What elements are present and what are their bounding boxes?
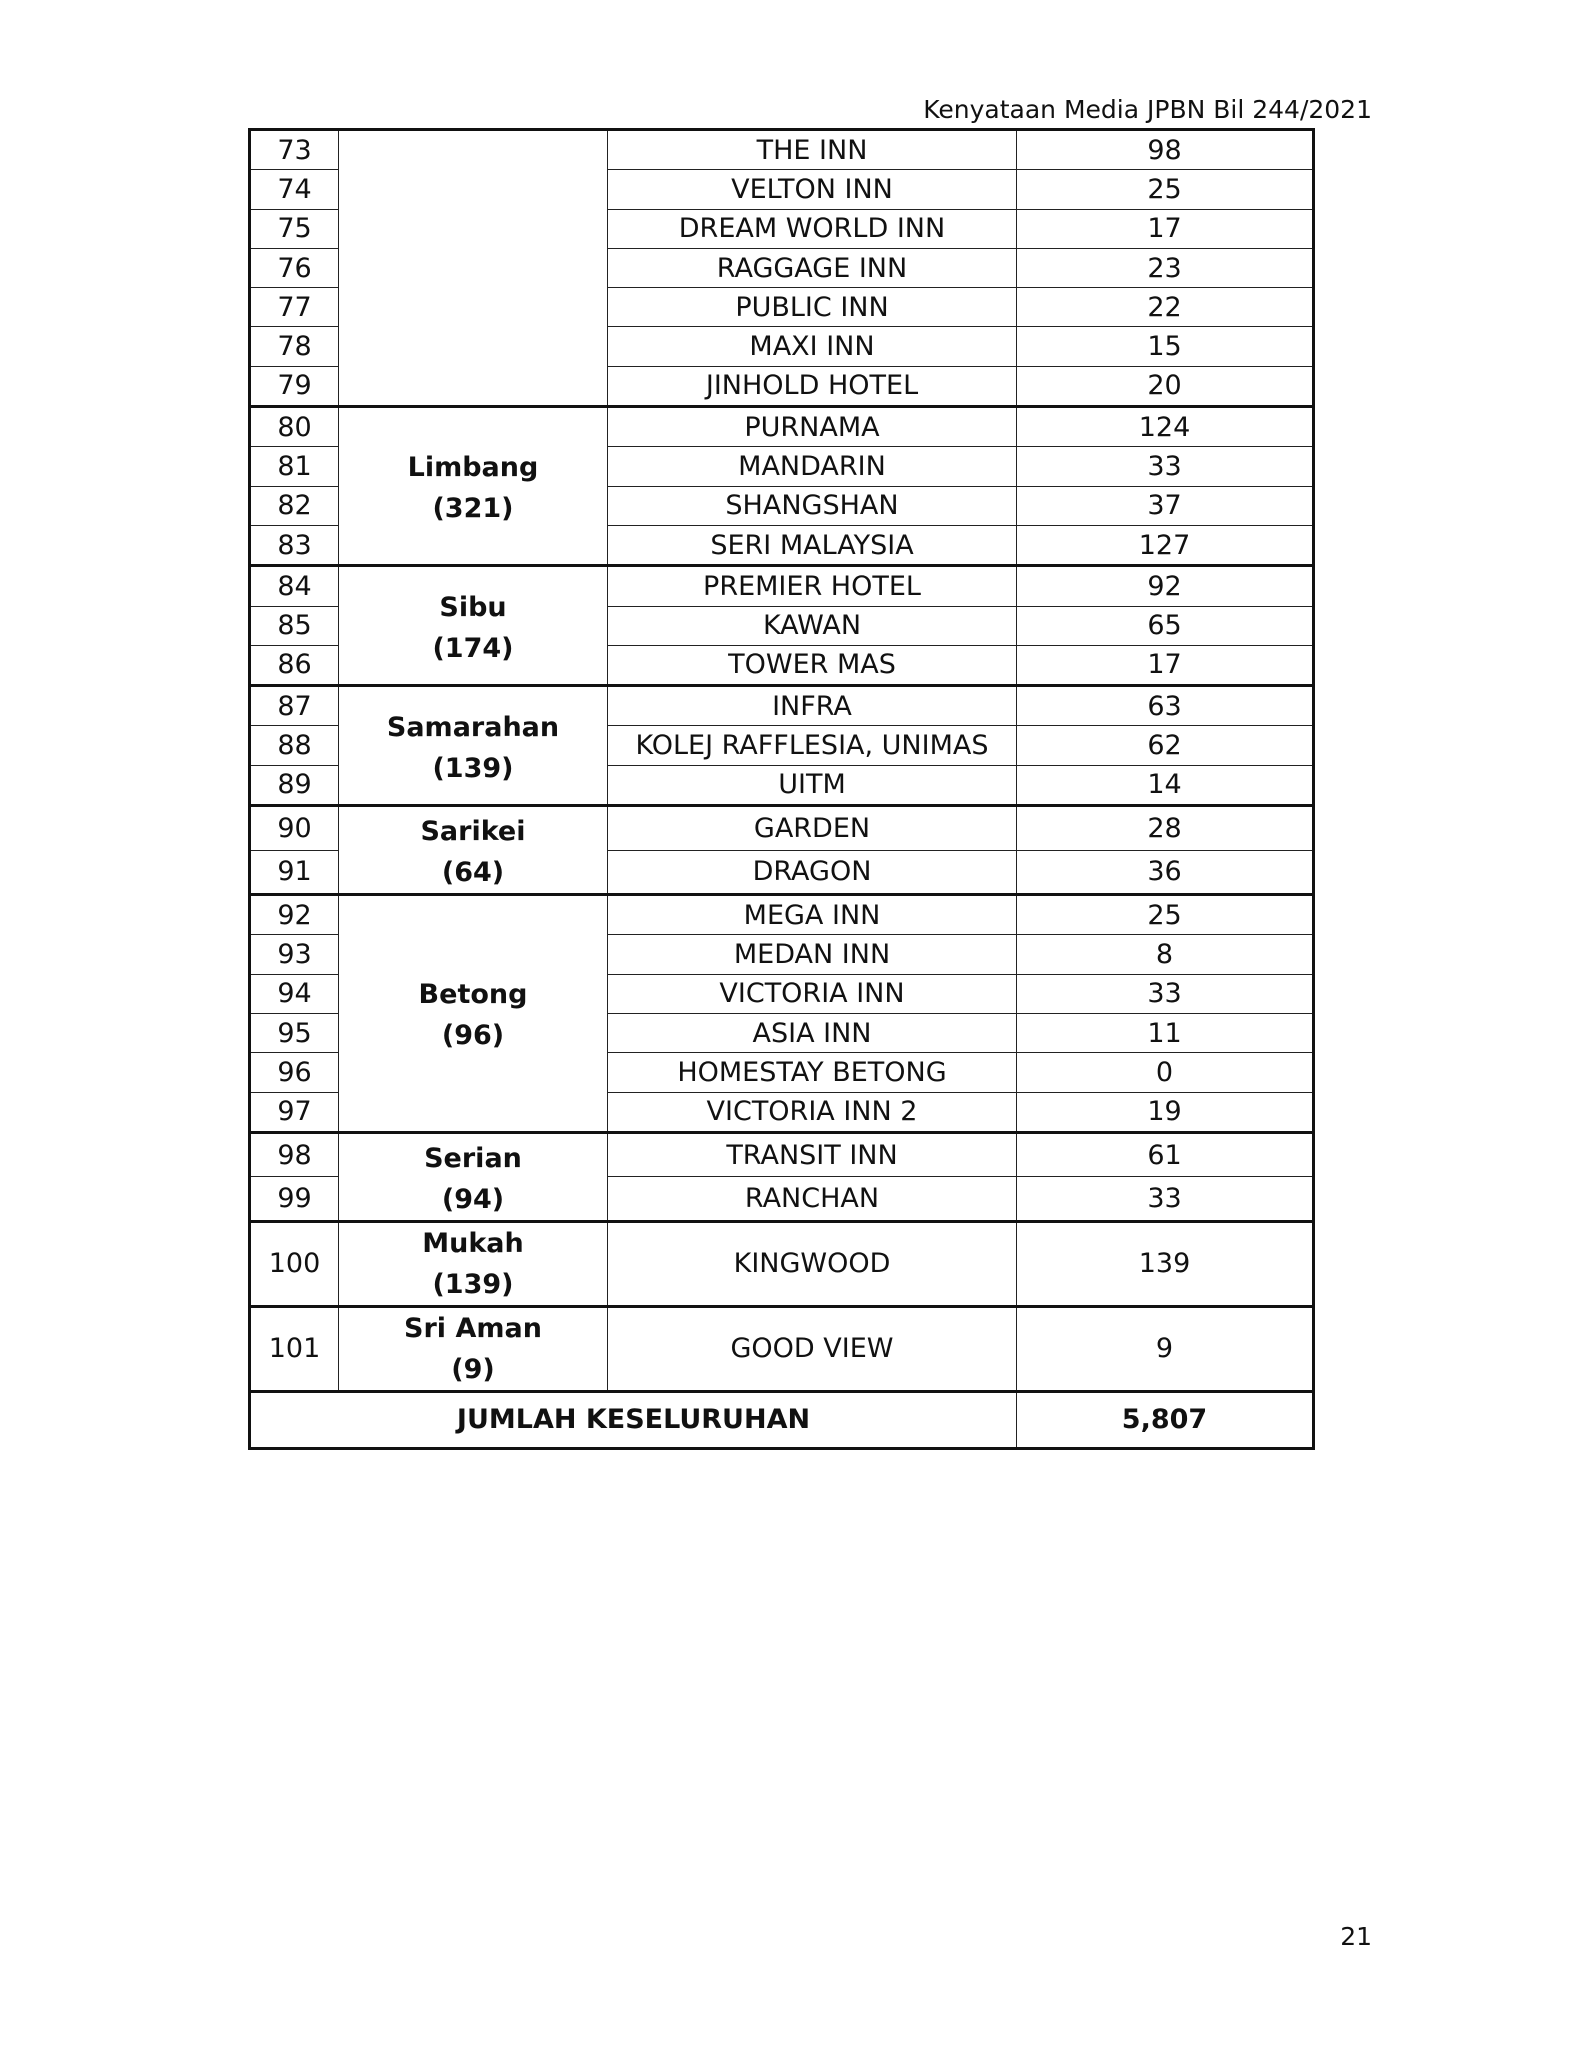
row-number: 76	[250, 248, 339, 287]
room-count: 8	[1017, 935, 1314, 974]
district-name: Mukah	[422, 1227, 524, 1259]
hotel-name: SHANGSHAN	[608, 486, 1017, 525]
row-number: 89	[250, 765, 339, 805]
district-cell	[339, 1306, 608, 1391]
row-number: 80	[250, 407, 339, 447]
row-number: 81	[250, 447, 339, 486]
room-count: 17	[1017, 645, 1314, 685]
room-count: 139	[1017, 1221, 1314, 1306]
row-number: 95	[250, 1013, 339, 1052]
district-total: (321)	[432, 493, 514, 525]
room-count: 9	[1017, 1306, 1314, 1391]
district-cell	[339, 566, 608, 686]
hotel-name: KINGWOOD	[608, 1221, 1017, 1306]
district-name: Serian	[424, 1142, 522, 1174]
room-count: 33	[1017, 974, 1314, 1013]
table-row	[250, 130, 1314, 170]
row-number: 93	[250, 935, 339, 974]
room-count: 36	[1017, 850, 1314, 895]
room-count: 19	[1017, 1092, 1314, 1132]
room-count: 0	[1017, 1053, 1314, 1092]
hotel-name: MAXI INN	[608, 327, 1017, 366]
room-count: 33	[1017, 1177, 1314, 1222]
row-number: 94	[250, 974, 339, 1013]
hotel-name: MEGA INN	[608, 895, 1017, 935]
table-row	[250, 806, 1314, 851]
row-number: 91	[250, 850, 339, 895]
hotel-name: INFRA	[608, 686, 1017, 726]
page-number: 21	[1340, 1922, 1372, 1951]
room-count: 14	[1017, 765, 1314, 805]
row-number: 86	[250, 645, 339, 685]
district-name: Sarikei	[420, 816, 526, 848]
district-name: Samarahan	[386, 711, 560, 743]
room-count: 63	[1017, 686, 1314, 726]
room-count: 61	[1017, 1132, 1314, 1177]
hotel-name: MANDARIN	[608, 447, 1017, 486]
table-body	[250, 130, 1314, 1449]
table-row	[250, 407, 1314, 447]
hotel-name: VELTON INN	[608, 170, 1017, 209]
row-number: 84	[250, 566, 339, 606]
room-count: 11	[1017, 1013, 1314, 1052]
room-count: 28	[1017, 806, 1314, 851]
row-number: 82	[250, 486, 339, 525]
hotel-name: SERI MALAYSIA	[608, 525, 1017, 565]
room-count: 17	[1017, 209, 1314, 248]
room-count: 65	[1017, 606, 1314, 645]
hotel-name: VICTORIA INN 2	[608, 1092, 1017, 1132]
district-total: (96)	[441, 1020, 505, 1052]
grand-total-label: JUMLAH KESELURUHAN	[250, 1391, 1017, 1448]
district-cell	[339, 686, 608, 806]
district-total: (94)	[441, 1183, 505, 1215]
row-number: 90	[250, 806, 339, 851]
hotel-name: THE INN	[608, 130, 1017, 170]
row-number: 97	[250, 1092, 339, 1132]
hotel-name: UITM	[608, 765, 1017, 805]
hotel-name: ASIA INN	[608, 1013, 1017, 1052]
row-number: 83	[250, 525, 339, 565]
grand-total-row	[250, 1391, 1314, 1448]
row-number: 87	[250, 686, 339, 726]
room-count: 37	[1017, 486, 1314, 525]
row-number: 92	[250, 895, 339, 935]
district-cell	[339, 1221, 608, 1306]
district-name: Sri Aman	[404, 1312, 542, 1344]
row-number: 100	[250, 1221, 339, 1306]
row-number: 96	[250, 1053, 339, 1092]
room-count: 20	[1017, 366, 1314, 406]
hotel-name: HOMESTAY BETONG	[608, 1053, 1017, 1092]
table-row	[250, 1306, 1314, 1391]
district-cell-empty	[339, 130, 608, 407]
district-cell	[339, 806, 608, 895]
document-reference: Kenyataan Media JPBN Bil 244/2021	[923, 95, 1372, 124]
hotel-name: VICTORIA INN	[608, 974, 1017, 1013]
room-count: 25	[1017, 895, 1314, 935]
row-number: 99	[250, 1177, 339, 1222]
table-row	[250, 566, 1314, 606]
district-name: Limbang	[407, 452, 539, 484]
hotel-name: RAGGAGE INN	[608, 248, 1017, 287]
hotel-name: MEDAN INN	[608, 935, 1017, 974]
hotel-name: GOOD VIEW	[608, 1306, 1017, 1391]
room-count: 15	[1017, 327, 1314, 366]
hotel-name: GARDEN	[608, 806, 1017, 851]
hotel-name: PREMIER HOTEL	[608, 566, 1017, 606]
hotel-name: RANCHAN	[608, 1177, 1017, 1222]
table-row	[250, 1132, 1314, 1177]
room-count: 23	[1017, 248, 1314, 287]
hotel-name: DREAM WORLD INN	[608, 209, 1017, 248]
row-number: 85	[250, 606, 339, 645]
room-count: 98	[1017, 130, 1314, 170]
room-count: 22	[1017, 288, 1314, 327]
room-count: 127	[1017, 525, 1314, 565]
grand-total-value: 5,807	[1017, 1391, 1314, 1448]
row-number: 88	[250, 726, 339, 765]
table-row	[250, 895, 1314, 935]
district-total: (139)	[432, 1268, 514, 1300]
table-row	[250, 686, 1314, 726]
hotel-name: PUBLIC INN	[608, 288, 1017, 327]
quarantine-hotel-table	[248, 128, 1315, 1450]
hotel-name: KAWAN	[608, 606, 1017, 645]
hotel-name: TOWER MAS	[608, 645, 1017, 685]
room-count: 33	[1017, 447, 1314, 486]
room-count: 124	[1017, 407, 1314, 447]
row-number: 98	[250, 1132, 339, 1177]
district-total: (139)	[432, 752, 514, 784]
row-number: 101	[250, 1306, 339, 1391]
district-name: Betong	[418, 979, 528, 1011]
row-number: 73	[250, 130, 339, 170]
room-count: 25	[1017, 170, 1314, 209]
row-number: 75	[250, 209, 339, 248]
district-total: (174)	[432, 632, 514, 664]
hotel-name: DRAGON	[608, 850, 1017, 895]
district-cell	[339, 895, 608, 1133]
hotel-name: KOLEJ RAFFLESIA, UNIMAS	[608, 726, 1017, 765]
room-count: 62	[1017, 726, 1314, 765]
district-cell	[339, 1132, 608, 1221]
row-number: 79	[250, 366, 339, 406]
district-cell	[339, 407, 608, 566]
table-row	[250, 1221, 1314, 1306]
room-count: 92	[1017, 566, 1314, 606]
row-number: 78	[250, 327, 339, 366]
district-name: Sibu	[439, 591, 507, 623]
hotel-name: PURNAMA	[608, 407, 1017, 447]
hotel-name: TRANSIT INN	[608, 1132, 1017, 1177]
hotel-name: JINHOLD HOTEL	[608, 366, 1017, 406]
district-total: (64)	[441, 857, 505, 889]
district-total: (9)	[451, 1353, 495, 1385]
row-number: 74	[250, 170, 339, 209]
row-number: 77	[250, 288, 339, 327]
